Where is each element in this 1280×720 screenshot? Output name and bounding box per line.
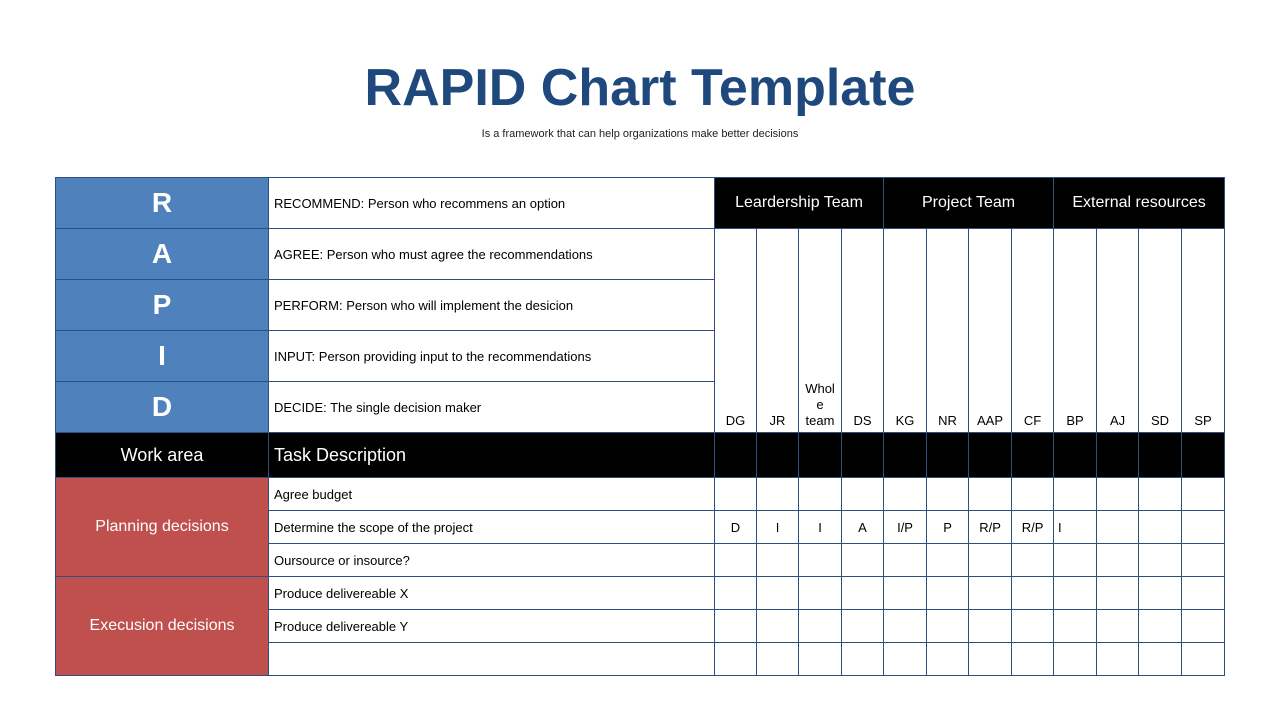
assignment-cell: [1012, 577, 1054, 610]
assignment-cell: [1054, 478, 1097, 511]
assignment-cell: [842, 478, 884, 511]
assignment-cell: [1139, 643, 1182, 676]
task-description: Oursource or insource?: [269, 544, 715, 577]
assignment-cell: [799, 577, 842, 610]
assignment-cell: [1139, 511, 1182, 544]
assignment-cell: I: [799, 511, 842, 544]
assignment-cell: [969, 643, 1012, 676]
assignment-cell: [1097, 511, 1139, 544]
member-column-header: KG: [884, 229, 927, 433]
rapid-table: [55, 177, 1225, 676]
rapid-letter: P: [56, 280, 269, 331]
header-blank-cell: [799, 433, 842, 478]
member-column-header: SD: [1139, 229, 1182, 433]
assignment-cell: [1054, 544, 1097, 577]
work-area-header: Work area: [56, 433, 269, 478]
assignment-cell: [1182, 478, 1225, 511]
assignment-cell: [715, 610, 757, 643]
rapid-definition: INPUT: Person providing input to the recommendations: [269, 331, 715, 382]
assignment-cell: [799, 544, 842, 577]
team-group-header: External resources: [1054, 178, 1225, 229]
task-header-row: [56, 433, 1225, 478]
task-description: [269, 643, 715, 676]
assignment-cell: [842, 577, 884, 610]
rapid-definition: DECIDE: The single decision maker: [269, 382, 715, 433]
assignment-cell: [1182, 577, 1225, 610]
assignment-cell: [884, 577, 927, 610]
assignment-cell: [969, 577, 1012, 610]
assignment-cell: [1182, 544, 1225, 577]
header-blank-cell: [1054, 433, 1097, 478]
rapid-definition: PERFORM: Person who will implement the desicion: [269, 280, 715, 331]
rapid-letter: R: [56, 178, 269, 229]
assignment-cell: [1012, 643, 1054, 676]
task-description: Produce delivereable Y: [269, 610, 715, 643]
assignment-cell: [1139, 544, 1182, 577]
assignment-cell: [1097, 610, 1139, 643]
assignment-cell: [969, 610, 1012, 643]
assignment-cell: [1097, 478, 1139, 511]
task-description: Determine the scope of the project: [269, 511, 715, 544]
assignment-cell: [1054, 577, 1097, 610]
assignment-cell: [969, 544, 1012, 577]
assignment-cell: [884, 610, 927, 643]
assignment-cell: [842, 544, 884, 577]
header-blank-cell: [1139, 433, 1182, 478]
assignment-cell: [715, 577, 757, 610]
task-description: Produce delivereable X: [269, 577, 715, 610]
page-title: RAPID Chart Template: [364, 59, 916, 117]
member-column-header: SP: [1182, 229, 1225, 433]
assignment-cell: [884, 478, 927, 511]
assignment-cell: [715, 478, 757, 511]
header-blank-cell: [969, 433, 1012, 478]
task-row: [56, 577, 1225, 610]
assignment-cell: [1012, 610, 1054, 643]
assignment-cell: [927, 610, 969, 643]
assignment-cell: [1054, 643, 1097, 676]
header-blank-cell: [884, 433, 927, 478]
page-subtitle: Is a framework that can help organizations make better decisions: [481, 128, 799, 140]
assignment-cell: [1182, 643, 1225, 676]
assignment-cell: [969, 478, 1012, 511]
assignment-cell: [757, 478, 799, 511]
team-group-header: Leardership Team: [715, 178, 884, 229]
assignment-cell: [1054, 610, 1097, 643]
member-column-header: DS: [842, 229, 884, 433]
member-column-header-part: e: [816, 397, 824, 412]
member-column-header: [799, 229, 842, 433]
assignment-cell: [1097, 643, 1139, 676]
rapid-letter: D: [56, 382, 269, 433]
header-blank-cell: [715, 433, 757, 478]
assignment-cell: [842, 610, 884, 643]
member-column-header: BP: [1054, 229, 1097, 433]
member-column-header-part: team: [805, 413, 835, 428]
member-column-header: AAP: [969, 229, 1012, 433]
member-column-header: AJ: [1097, 229, 1139, 433]
assignment-cell: [757, 610, 799, 643]
assignment-cell: [927, 544, 969, 577]
task-description-header: Task Description: [269, 433, 715, 478]
member-column-header: NR: [927, 229, 969, 433]
member-column-header: DG: [715, 229, 757, 433]
assignment-cell: [799, 643, 842, 676]
header-blank-cell: [757, 433, 799, 478]
header-blank-cell: [1182, 433, 1225, 478]
assignment-cell: [1139, 577, 1182, 610]
assignment-cell: [884, 643, 927, 676]
member-column-header-part: Whol: [805, 381, 835, 396]
assignment-cell: [1012, 478, 1054, 511]
rapid-definition: AGREE: Person who must agree the recommendations: [269, 229, 715, 280]
assignment-cell: P: [927, 511, 969, 544]
assignment-cell: [1182, 511, 1225, 544]
rapid-row: [56, 178, 1225, 229]
assignment-cell: I: [757, 511, 799, 544]
header-blank-cell: [1012, 433, 1054, 478]
assignment-cell: [799, 478, 842, 511]
assignment-cell: [757, 577, 799, 610]
rapid-definition: RECOMMEND: Person who recommens an option: [269, 178, 715, 229]
assignment-cell: [884, 544, 927, 577]
assignment-cell: [1097, 544, 1139, 577]
assignment-cell: [927, 577, 969, 610]
work-area-label: Execusion decisions: [56, 577, 269, 676]
rapid-letter: I: [56, 331, 269, 382]
rapid-letter: A: [56, 229, 269, 280]
assignment-cell: R/P: [969, 511, 1012, 544]
assignment-cell: [1097, 577, 1139, 610]
assignment-cell: [757, 544, 799, 577]
assignment-cell: I/P: [884, 511, 927, 544]
assignment-cell: [927, 478, 969, 511]
member-column-header: CF: [1012, 229, 1054, 433]
header-blank-cell: [842, 433, 884, 478]
header-blank-cell: [1097, 433, 1139, 478]
team-group-header: Project Team: [884, 178, 1054, 229]
assignment-cell: [799, 610, 842, 643]
assignment-cell: [842, 643, 884, 676]
assignment-cell: D: [715, 511, 757, 544]
assignment-cell: R/P: [1012, 511, 1054, 544]
work-area-label: Planning decisions: [56, 478, 269, 577]
assignment-cell: [757, 643, 799, 676]
assignment-cell: [1182, 610, 1225, 643]
assignment-cell: [1012, 544, 1054, 577]
task-description: Agree budget: [269, 478, 715, 511]
assignment-cell: [715, 544, 757, 577]
assignment-cell: [715, 643, 757, 676]
header-blank-cell: [927, 433, 969, 478]
task-row: [56, 478, 1225, 511]
assignment-cell: I: [1054, 511, 1097, 544]
member-column-header: JR: [757, 229, 799, 433]
assignment-cell: [1139, 478, 1182, 511]
rapid-row: [56, 229, 1225, 280]
assignment-cell: [927, 643, 969, 676]
assignment-cell: [1139, 610, 1182, 643]
assignment-cell: A: [842, 511, 884, 544]
